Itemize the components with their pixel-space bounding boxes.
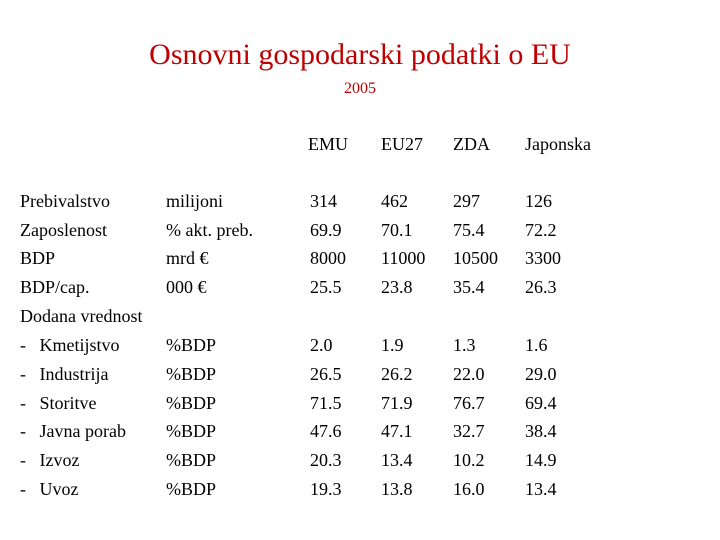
column-header: ZDA [453,134,490,154]
column-header: EU27 [381,134,423,154]
row-label: - Kmetijstvo [20,335,120,355]
table-cell: 69.9 [310,220,342,240]
table-cell: 1.6 [525,335,548,355]
table-cell: 14.9 [525,450,557,470]
table-cell: 47.6 [310,421,342,441]
table-cell: 13.4 [381,450,413,470]
table-cell: 13.4 [525,479,557,499]
row-unit: %BDP [166,421,217,441]
table-cell: 23.8 [381,277,413,297]
table-cell: 16.0 [453,479,485,499]
row-label: BDP/cap. [20,277,90,297]
table-cell: 71.9 [381,393,413,413]
table-cell: 29.0 [525,364,557,384]
table-cell: 26.2 [381,364,413,384]
row-label: Dodana vrednost [20,306,143,326]
table-cell: 72.2 [525,220,557,240]
table-cell: 11000 [381,248,426,268]
row-label: BDP [20,248,56,268]
table-cell: 314 [310,191,337,211]
table-cell: 462 [381,191,408,211]
row-label: Zaposlenost [20,220,107,240]
table-cell: 13.8 [381,479,413,499]
table-cell: 35.4 [453,277,485,297]
row-unit: %BDP [166,479,217,499]
row-unit: %BDP [166,393,217,413]
table-cell: 1.9 [381,335,404,355]
row-unit: %BDP [166,364,217,384]
column-header: Japonska [525,134,591,154]
table-cell: 71.5 [310,393,342,413]
row-unit: milijoni [166,191,224,211]
table-cell: 126 [525,191,552,211]
table-cell: 2.0 [310,335,333,355]
table-cell: 76.7 [453,393,485,413]
row-label: Prebivalstvo [20,191,110,211]
table-cell: 20.3 [310,450,342,470]
table-cell: 297 [453,191,480,211]
table-cell: 8000 [310,248,346,268]
table-cell: 25.5 [310,277,342,297]
table-cell: 69.4 [525,393,557,413]
table-cell: 75.4 [453,220,485,240]
table-cell: 32.7 [453,421,485,441]
page-title: Osnovni gospodarski podatki o EU [149,38,571,71]
row-unit: %BDP [166,335,217,355]
row-label: - Uvoz [20,479,79,499]
table-cell: 47.1 [381,421,413,441]
row-unit: 000 € [166,277,207,297]
row-label: - Izvoz [20,450,80,470]
table-cell: 19.3 [310,479,342,499]
row-unit: %BDP [166,450,217,470]
table-cell: 3300 [525,248,561,268]
table-cell: 1.3 [453,335,476,355]
column-header: EMU [308,134,348,154]
row-label: - Industrija [20,364,109,384]
table-cell: 26.5 [310,364,342,384]
row-unit: mrd € [166,248,209,268]
table-cell: 10.2 [453,450,485,470]
row-label: - Javna porab [20,421,126,441]
table-cell: 70.1 [381,220,413,240]
table-cell: 22.0 [453,364,485,384]
row-label: - Storitve [20,393,97,413]
table-cell: 10500 [453,248,498,268]
table-cell: 26.3 [525,277,557,297]
table-cell: 38.4 [525,421,557,441]
row-unit: % akt. preb. [166,220,253,240]
page-subtitle: 2005 [344,80,376,97]
